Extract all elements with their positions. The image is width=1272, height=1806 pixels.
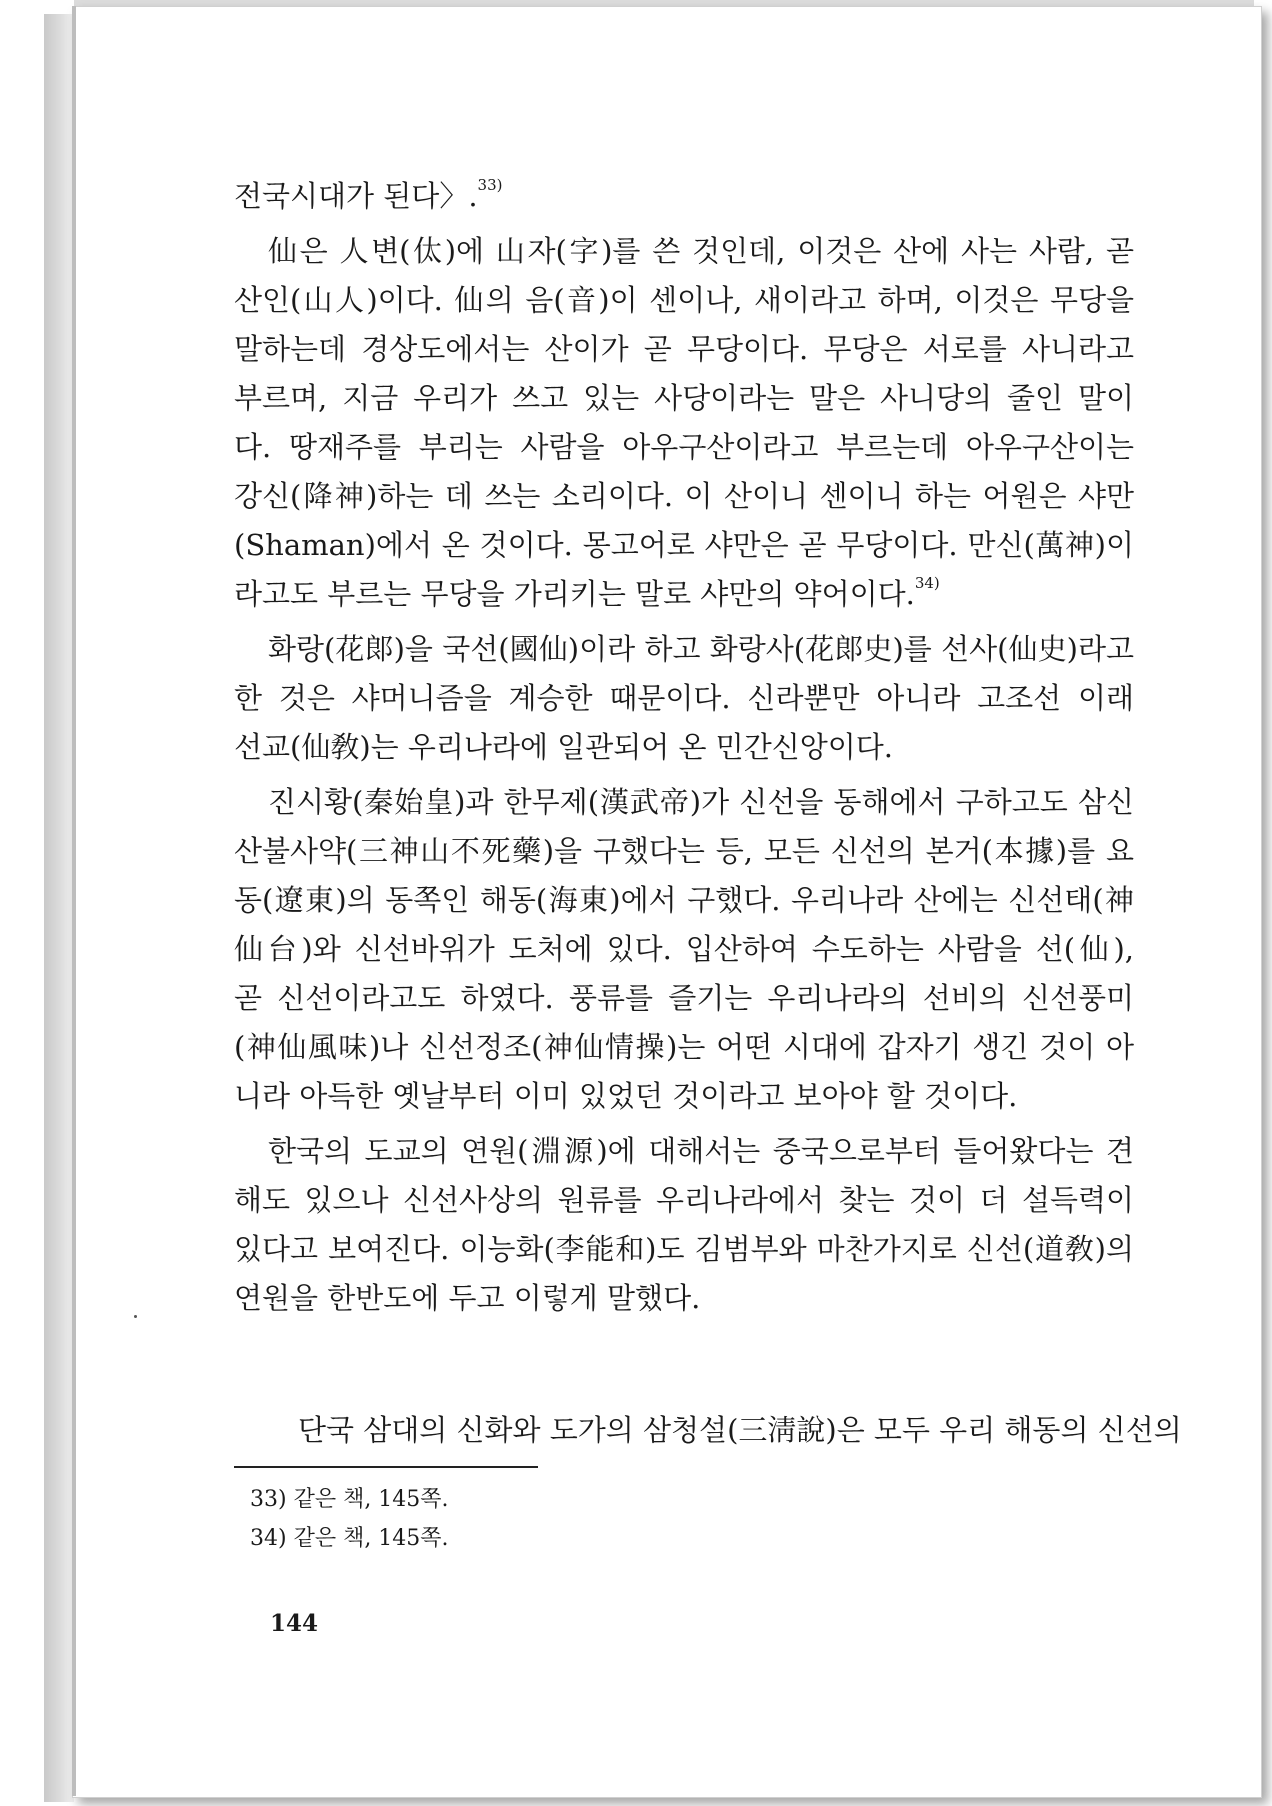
line-text: 연원을 한반도에 두고 이렇게 말했다. xyxy=(234,1281,701,1315)
text-line xyxy=(234,276,1134,325)
line-text: 산불사약(三神山不死藥)을 구했다는 등, 모든 신선의 본거(本據)를 요 xyxy=(234,834,1134,868)
line-text: 한 것은 샤머니즘을 계승한 때문이다. 신라뿐만 아니라 고조선 이래 xyxy=(234,681,1134,715)
scan-speck xyxy=(134,1315,137,1318)
line-text: 라고도 부르는 무당을 가리키는 말로 샤만의 약어이다. xyxy=(234,577,915,611)
body-text xyxy=(234,172,1134,1323)
paragraph xyxy=(234,625,1134,772)
line-text: 선교(仙敎)는 우리나라에 일관되어 온 민간신앙이다. xyxy=(234,730,893,764)
line-text: 화랑(花郞)을 국선(國仙)이라 하고 화랑사(花郞史)를 선사(仙史)라고 xyxy=(268,632,1134,666)
footnote-ref: 34) xyxy=(914,574,940,592)
text-line xyxy=(234,625,1134,674)
text-line xyxy=(234,472,1134,521)
text-line xyxy=(234,570,1134,619)
text-line xyxy=(234,172,1134,221)
page-spine-line xyxy=(72,6,76,1796)
text-line xyxy=(234,1176,1134,1225)
line-text: 해도 있으나 신선사상의 원류를 우리나라에서 찾는 것이 더 설득력이 xyxy=(234,1183,1134,1217)
paragraph xyxy=(234,1127,1134,1323)
line-text: 진시황(秦始皇)과 한무제(漢武帝)가 신선을 동해에서 구하고도 삼신 xyxy=(268,785,1134,819)
paragraph xyxy=(234,227,1134,619)
line-text: 니라 아득한 옛날부터 이미 있었던 것이라고 보아야 할 것이다. xyxy=(234,1079,1018,1113)
line-text: 동(遼東)의 동쪽인 해동(海東)에서 구했다. 우리나라 산에는 신선태(神 xyxy=(234,883,1134,917)
footnote-divider xyxy=(234,1466,538,1468)
line-text: 다. 땅재주를 부리는 사람을 아우구산이라고 부르는데 아우구산이는 xyxy=(234,430,1134,464)
text-line xyxy=(234,827,1134,876)
text-line xyxy=(234,974,1134,1023)
text-line xyxy=(234,1274,1134,1323)
line-text: 있다고 보여진다. 이능화(李能和)도 김범부와 마찬가지로 신선(道敎)의 xyxy=(234,1232,1134,1266)
line-text: 전국시대가 된다〉. xyxy=(234,179,478,213)
line-text: 산인(山人)이다. 仙의 음(音)이 센이나, 새이라고 하며, 이것은 무당을 xyxy=(234,283,1134,317)
text-line xyxy=(234,876,1134,925)
text-line xyxy=(234,374,1134,423)
text-line xyxy=(234,325,1134,374)
text-line xyxy=(234,1127,1134,1176)
footnotes xyxy=(250,1480,449,1558)
footnote-ref: 33) xyxy=(477,176,503,194)
line-text: (Shaman)에서 온 것이다. 몽고어로 샤만은 곧 무당이다. 만신(萬神)이 xyxy=(234,528,1134,562)
text-line xyxy=(234,1023,1134,1072)
line-text: 부르며, 지금 우리가 쓰고 있는 사당이라는 말은 사니당의 줄인 말이 xyxy=(234,381,1134,415)
text-line xyxy=(234,521,1134,570)
text-line xyxy=(234,674,1134,723)
page-number: 144 xyxy=(270,1610,319,1637)
paragraph xyxy=(234,172,1134,221)
footnote-34: 34) 같은 책, 145쪽. xyxy=(250,1526,449,1551)
text-line xyxy=(234,925,1134,974)
line-text: 강신(降神)하는 데 쓰는 소리이다. 이 산이니 센이니 하는 어원은 샤만 xyxy=(234,479,1134,513)
text-line xyxy=(234,423,1134,472)
text-line xyxy=(234,227,1134,276)
line-text: 곧 신선이라고도 하였다. 풍류를 즐기는 우리나라의 선비의 신선풍미 xyxy=(234,981,1134,1015)
block-quote: 단국 삼대의 신화와 도가의 삼청설(三淸說)은 모두 우리 해동의 신선의 xyxy=(298,1413,1182,1447)
line-text: 말하는데 경상도에서는 산이가 곧 무당이다. 무당은 서로를 사니라고 xyxy=(234,332,1134,366)
line-text: 仙台)와 신선바위가 도처에 있다. 입산하여 수도하는 사람을 선(仙), xyxy=(234,932,1134,966)
text-line xyxy=(234,778,1134,827)
footnote-33: 33) 같은 책, 145쪽. xyxy=(250,1487,449,1512)
book-page-edge xyxy=(44,14,74,1802)
text-line xyxy=(234,1072,1134,1121)
paragraph xyxy=(234,778,1134,1121)
line-text: 仙은 人변(㑀)에 山자(字)를 쓴 것인데, 이것은 산에 사는 사람, 곧 xyxy=(268,234,1134,268)
text-line xyxy=(234,1225,1134,1274)
line-text: 한국의 도교의 연원(淵源)에 대해서는 중국으로부터 들어왔다는 견 xyxy=(268,1134,1134,1168)
line-text: (神仙風味)나 신선정조(神仙情操)는 어떤 시대에 갑자기 생긴 것이 아 xyxy=(234,1030,1134,1064)
text-line xyxy=(234,723,1134,772)
